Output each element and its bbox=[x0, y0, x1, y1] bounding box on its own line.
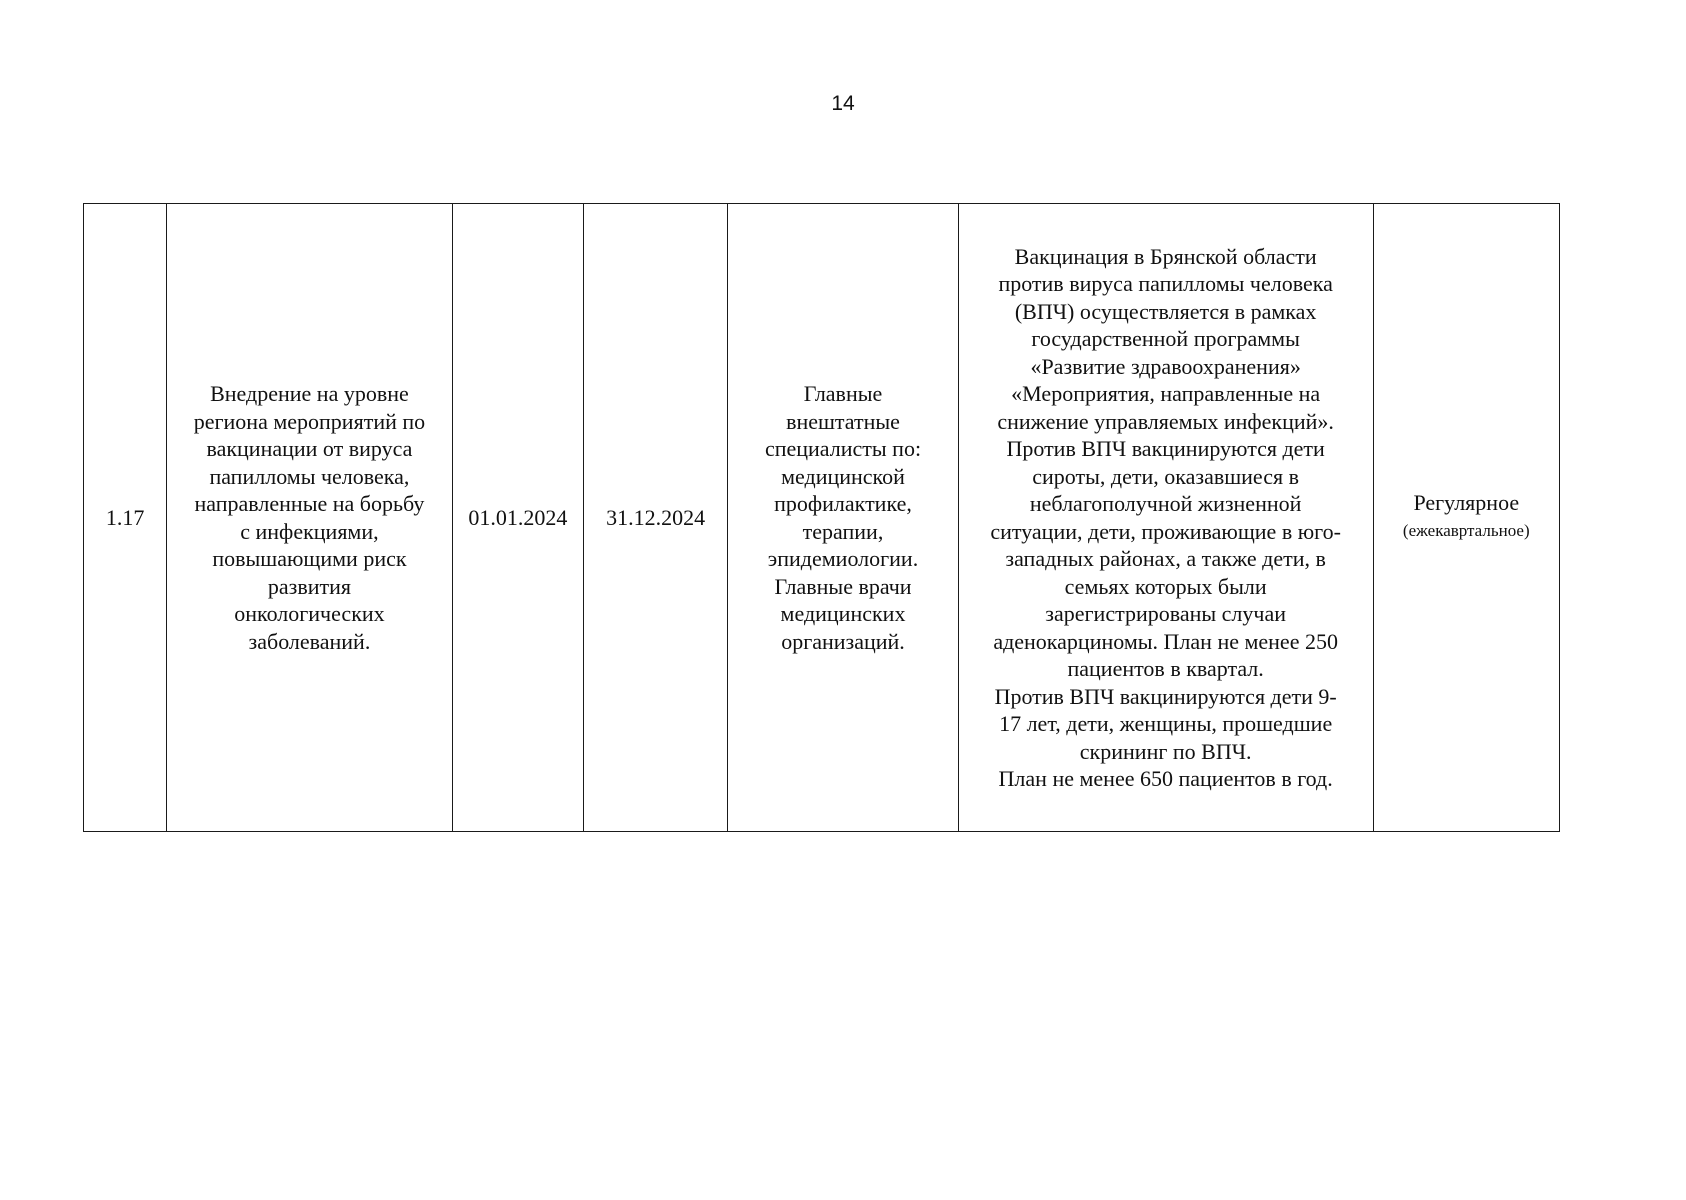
result-line: «Мероприятия, направленные на bbox=[1011, 381, 1321, 406]
result-line: семьях которых были bbox=[1064, 573, 1267, 599]
activity-line: вакцинации от вируса bbox=[206, 436, 413, 461]
result-line: западных районах, а также дети, в bbox=[1005, 546, 1326, 571]
result-line: неблагополучной жизненной bbox=[1029, 491, 1302, 516]
row-number: 1.17 bbox=[105, 504, 145, 530]
activity-line: Внедрение на уровне bbox=[210, 381, 409, 406]
result-line: государственной программы bbox=[1031, 326, 1300, 351]
activity-line: заболеваний. bbox=[248, 628, 371, 654]
activity-line: региона мероприятий по bbox=[193, 408, 426, 434]
activity-line: онкологических bbox=[234, 601, 385, 626]
plan-table bbox=[83, 203, 1560, 832]
result-line: ситуации, дети, проживающие в юго- bbox=[990, 518, 1341, 544]
result-line: скрининг по ВПЧ. bbox=[1079, 738, 1252, 764]
responsible-line: терапии, bbox=[802, 518, 884, 544]
end-date-cell bbox=[584, 204, 728, 832]
table-row bbox=[84, 204, 1560, 832]
periodicity: Регулярное bbox=[1413, 489, 1520, 515]
result-line: пациентов в квартал. bbox=[1067, 656, 1264, 681]
result-line: (ВПЧ) осуществляется в рамках bbox=[1014, 298, 1317, 324]
activity-line: папилломы человека, bbox=[209, 463, 410, 489]
result-line: Против ВПЧ вакцинируются дети bbox=[1006, 436, 1325, 461]
result-line: «Развитие здравоохранения» bbox=[1030, 353, 1301, 379]
result-line: Против ВПЧ вакцинируются дети 9- bbox=[994, 683, 1337, 709]
result-cell bbox=[958, 204, 1373, 832]
result-line: снижение управляемых инфекций». bbox=[997, 408, 1334, 434]
result-line: План не менее 650 пациентов в год. bbox=[998, 766, 1333, 791]
end-date: 31.12.2024 bbox=[606, 504, 706, 530]
responsible-line: специалисты по: bbox=[764, 436, 922, 461]
row-number-cell bbox=[84, 204, 167, 832]
responsible-line: медицинской bbox=[781, 463, 905, 489]
activity-cell bbox=[167, 204, 453, 832]
activity-line: повышающими риск bbox=[212, 546, 407, 571]
responsible-line: организаций. bbox=[781, 628, 905, 654]
responsible-line: эпидемиологии. bbox=[767, 546, 919, 571]
start-date: 01.01.2024 bbox=[468, 504, 568, 530]
page-number: 14 bbox=[831, 92, 855, 115]
result-line: 17 лет, дети, женщины, прошедшие bbox=[999, 711, 1333, 736]
activity-line: направленные на борьбу bbox=[194, 491, 425, 516]
responsible-line: профилактике, bbox=[774, 491, 912, 516]
responsible-line: Главные bbox=[803, 381, 883, 406]
result-line: сироты, дети, оказавшиеся в bbox=[1032, 463, 1300, 489]
responsible-line: медицинских bbox=[780, 601, 906, 626]
responsible-line: внештатные bbox=[786, 408, 900, 434]
result-line: аденокарциномы. План не менее 250 bbox=[993, 628, 1338, 654]
responsible-line: Главные врачи bbox=[774, 573, 912, 599]
result-line: Вакцинация в Брянской области bbox=[1014, 243, 1317, 269]
periodicity-note: (ежекавртальное) bbox=[1402, 521, 1530, 541]
result-line: против вируса папилломы человека bbox=[998, 271, 1333, 296]
periodicity-cell bbox=[1373, 204, 1559, 832]
activity-line: с инфекциями, bbox=[240, 518, 379, 544]
start-date-cell bbox=[452, 204, 583, 832]
result-line: зарегистрированы случаи bbox=[1045, 601, 1286, 626]
responsible-cell bbox=[728, 204, 958, 832]
activity-line: развития bbox=[267, 573, 351, 599]
